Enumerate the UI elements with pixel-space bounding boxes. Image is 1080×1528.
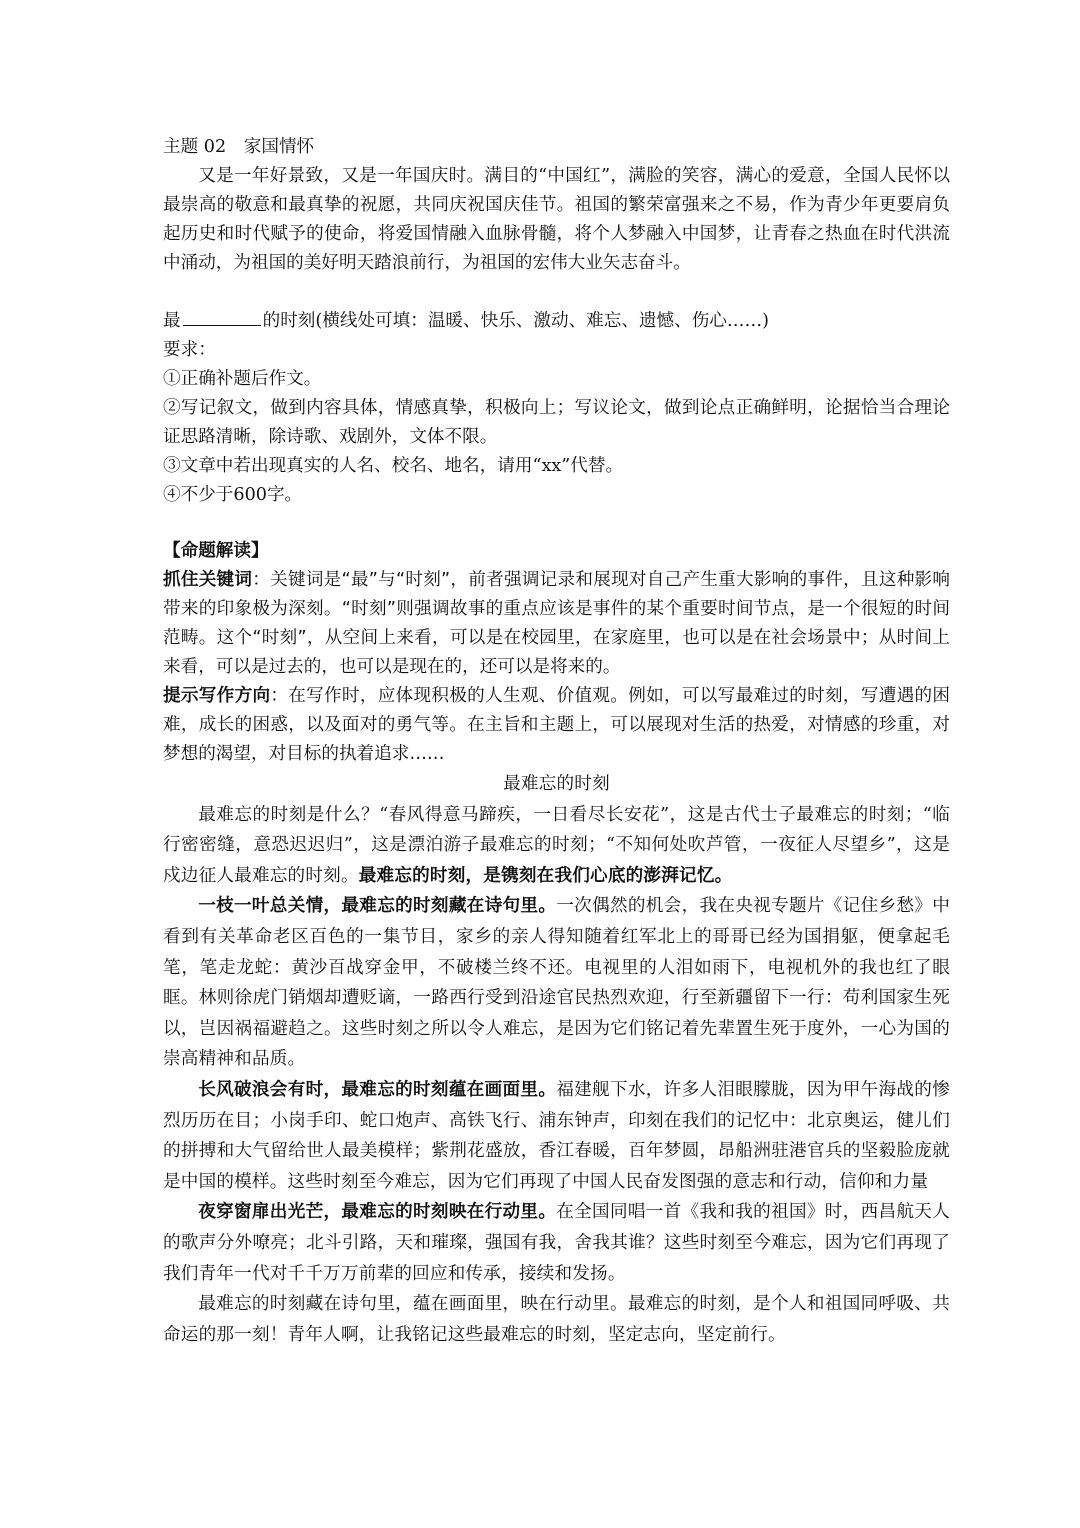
requirement-item: ②写记叙文，做到内容具体，情感真挚，积极向上；写议论文，做到论点正确鲜明，论据恰当合理论证思路清晰，除诗歌、戏剧外，文体不限。: [163, 398, 950, 447]
essay-paragraph-2: [163, 891, 950, 1075]
keyword-text: ：关键词是“最”与“时刻”，前者强调记录和展现对自己产生重大影响的事件，且这种影响带来的印象极为深刻。“时刻”则强调故事的重点应该是事件的某个重要时间节点，是一个很短的时间范畴。这个“时刻”，从空间上来看，可以是在校园里，在家庭里，也可以是在社会场景中；从时间上来看，可以是过去的，也可以是现在的，还可以是将来的。: [163, 570, 950, 677]
essay-text: 一次偶然的机会，我在央视专题片《记住乡愁》中看到有关革命老区百色的一集节目，家乡的亲人得知随着红军北上的哥哥已经为国捐躯，便拿起毛笔，笔走龙蛇：黄沙百战穿金甲，不破楼兰终不还。电视里的人泪如雨下，电视机外的我也红了眼眶。林则徐虎门销烟却遭贬谪，一路西行受到沿途官民热烈欢迎，行至新疆留下一行：苟利国家生死以，岂因祸福避趋之。这些时刻之所以令人难忘，是因为它们铭记着先辈置生死于度外，一心为国的崇高精神和品质。: [163, 896, 950, 1070]
essay-subheading: 夜穿窗扉出光芒，最难忘的时刻映在行动里。: [198, 1201, 557, 1223]
essay-text: 在全国同唱一首《我和我的祖国》时，西昌航天人的歌声分外嘹亮；北斗引路，天和璀璨，强国有我，舍我其谁？这些时刻至今难忘，因为它们再现了我们青年一代对千千万万前辈的回应和传承，接续和发扬。: [163, 1202, 950, 1284]
essay-text: 最难忘的时刻是什么？“春风得意马蹄疾，一日看尽长安花”，这是古代士子最难忘的时刻；“临行密密缝，意恐迟迟归”，这是漂泊游子最难忘的时刻；“不知何处吹芦管，一夜征人尽望乡”，这是戍边征人最难忘的时刻。: [163, 804, 950, 886]
requirement-item: ①正确补题后作文。: [163, 369, 322, 389]
essay-bold-text: 最难忘的时刻，是镌刻在我们心底的澎湃记忆。: [358, 864, 733, 886]
essay-paragraph-5: 最难忘的时刻藏在诗句里，蕴在画面里，映在行动里。最难忘的时刻，是个人和祖国同呼吸、共命运的那一刻！青年人啊，让我铭记这些最难忘的时刻，坚定志向，坚定前行。: [163, 1294, 950, 1345]
analysis-direction-paragraph: [163, 682, 950, 769]
essay-text: 福建舰下水，许多人泪眼朦胧，因为甲午海战的惨烈历历在目；小岗手印、蛇口炮声、高铁飞行、浦东钟声，印刻在我们的记忆中：北京奥运，健儿们的拼搏和大气留给世人最美模样；紫荆花盛放，香江春暖，百年梦圆，昂船洲驻港官兵的坚毅脸庞就是中国的模样。这些时刻至今难忘，因为它们再现了中国人民奋发图强的意志和行动，信仰和力量: [163, 1079, 950, 1192]
essay-subheading: 一枝一叶总关情，最难忘的时刻藏在诗句里。: [198, 895, 557, 917]
direction-text: ：在写作时，应体现积极的人生观、价值观。例如，可以写最难过的时刻，写遭遇的困难，成长的困惑，以及面对的勇气等。在主旨和主题上，可以展现对生活的热爱，对情感的珍重，对梦想的渴望，对目标的执着追求……: [163, 686, 950, 764]
prompt-prefix: 最: [163, 311, 181, 331]
essay-subheading: 长风破浪会有时，最难忘的时刻蕴在画面里。: [198, 1078, 557, 1100]
prompt-suffix: 的时刻(横线处可填：温暖、快乐、激动、难忘、遗憾、伤心……): [262, 311, 769, 331]
sample-essay: [163, 769, 950, 1350]
topic-heading: 主题 02 家国情怀: [163, 137, 315, 157]
essay-title: 最难忘的时刻: [503, 774, 610, 794]
analysis-heading: 【命题解读】: [163, 541, 269, 561]
requirement-item: ③文章中若出现真实的人名、校名、地名，请用“xx”代替。: [163, 456, 624, 476]
spacer: [163, 510, 950, 537]
essay-paragraph-1: [163, 800, 950, 892]
keyword-label: 抓住关键词: [163, 570, 253, 590]
prompt-line: [163, 305, 950, 336]
analysis-keyword-paragraph: [163, 566, 950, 682]
requirements-label: 要求：: [163, 340, 216, 360]
essay-paragraph-4: [163, 1197, 950, 1289]
topic-intro: 又是一年好景致，又是一年国庆时。满目的“中国红”，满脸的笑容，满心的爱意，全国人民怀以最崇高的敬意和最真挚的祝愿，共同庆祝国庆佳节。祖国的繁荣富强来之不易，作为青少年更要肩负起历史和时代赋予的使命，将爱国情融入血脉骨髓，将个人梦融入中国梦，让青春之热血在时代洪流中涌动，为祖国的美好明天踏浪前行，为祖国的宏伟大业矢志奋斗。: [163, 166, 950, 273]
fill-in-blank: [183, 305, 261, 326]
spacer: [163, 278, 950, 305]
requirement-item: ④不少于600字。: [163, 485, 303, 505]
essay-paragraph-3: [163, 1075, 950, 1197]
direction-label: 提示写作方向: [163, 686, 271, 706]
